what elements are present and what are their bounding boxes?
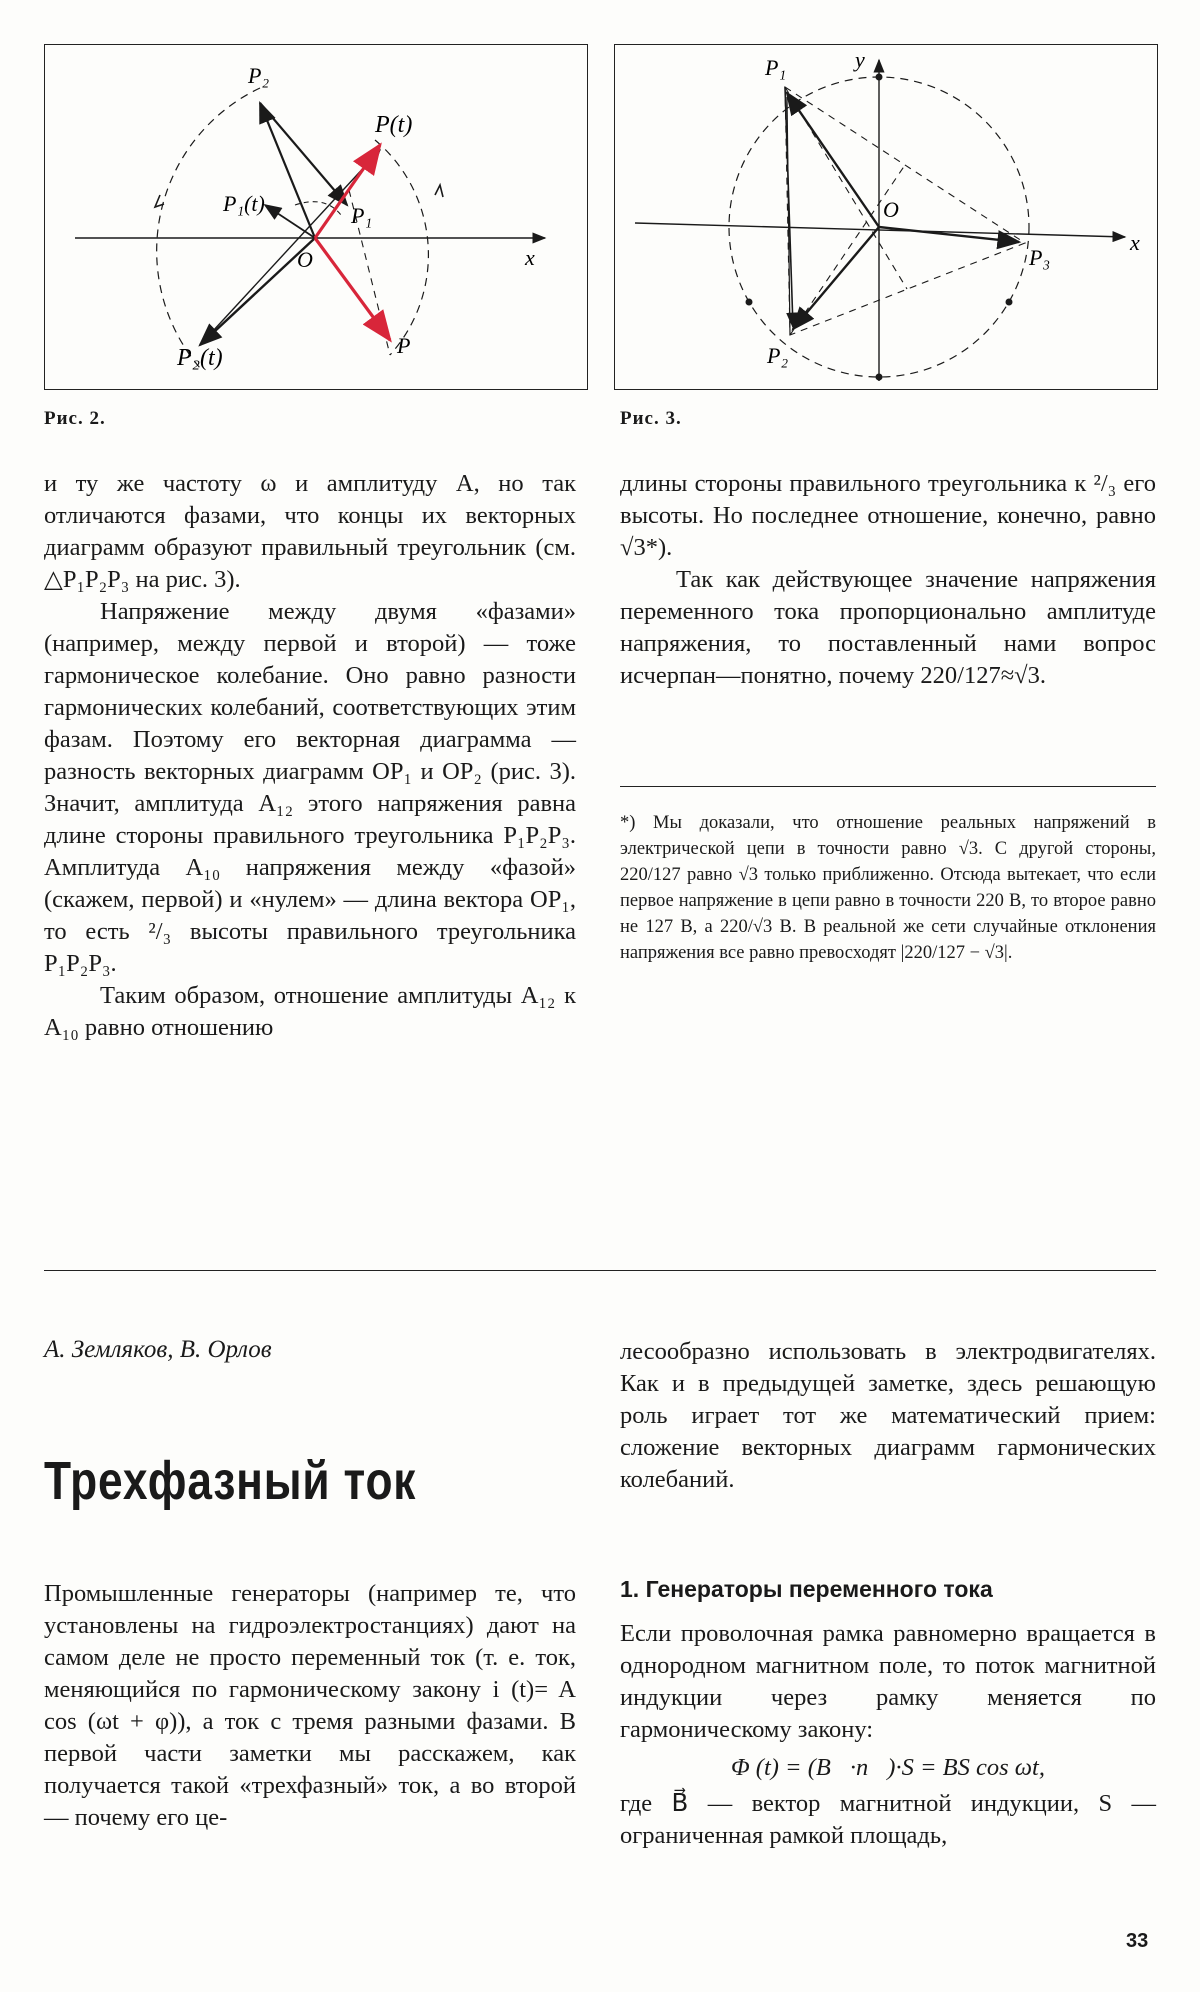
arc-arrow-left [155,195,164,207]
footnote [620,810,1156,966]
paragraph: Таким образом, отношение амплитуды A₁₂ к A₁₀ равно отношению [44,982,576,1041]
label-y: y [855,47,865,72]
vector-op3 [879,227,1019,242]
x-axis [635,223,1125,237]
figure-2-caption: Рис. 2. [44,408,106,429]
arc-arrow-right [435,185,443,197]
paragraph: Если проволочная рамка равномерно вращается в однородном магнитном поле, то поток магнитной индукции через рамку меняется по гармоническому закону: [620,1620,1156,1743]
footnote-text: *) Мы доказали, что отношение реальных напряжений в электрической цепи в точности равно √3. С другой стороны, 220/127 равно √3 только приближенно. Отсюда вытекает, что если первое напряжение в цепи равно в точности 220 В, то второе равно не 127 В, а 220/√3 В. В реальной же сети случайные отклонения напряжения все равно превосходят |220/127 − √3|. [620,813,1156,963]
label-p2t: P₂(t) [177,345,223,371]
circle-dot [876,374,883,381]
paragraph: Так как действующее значение напряжения переменного тока пропорционально амплитуде напряжения, то поставленный нами вопрос исчерпан—понятно, почему 220/127≈√3. [620,566,1156,689]
label-x: x [1130,230,1140,255]
circle-dot [746,299,753,306]
label-p1: P₁ [351,203,373,228]
label-x: x [525,245,535,270]
paragraph: Напряжение между двумя «фазами» (например, между первой и второй) — тоже гармоническое колебание. Оно равно разности гармонических колебаний, соответствующих этим фазам. Поэтому его векторная диаграмма — разность векторных диаграмм OP₁ и OP₂ (рис. 3). Значит, амплитуда A₁₂ этого напряжения равна длине стороны правильного треугольника P₁P₂P₃. Амплитуда A₁₀ напряжения между «фазой» (скажем, первой) и «нулем» — длина вектора OP₁, то есть ²/₃ высоты правильного треугольника P₁P₂P₃. [44,598,576,977]
page-number: 33 [1126,1930,1149,1952]
label-pt: P(t) [375,112,413,138]
paragraph: Промышленные генераторы (например те, что установлены на гидроэлектростанциях) дают на самом деле не просто переменный ток (т. е. ток, меняющийся по гармоническому закону i (t)= A cos (ωt + φ)), а ток с тремя разными фазами. В первой части заметки мы расскажем, как получается такой «трехфазный» ток, а во второй — почему его це- [44,1580,576,1831]
figure-2-diagram [45,45,587,389]
label-p1: P₁ [765,55,787,80]
dashed-arc-right [375,140,428,355]
vector-p2-p1 [260,103,347,205]
vector-op2 [793,227,879,329]
figure-3-diagram [615,45,1157,389]
label-o: O [883,197,899,222]
article-authors: А. Земляков, В. Орлов [44,1336,272,1363]
paragraph: лесообразно использовать в электродвигателях. Как и в предыдущей заметке, здесь решающую роль играет тот же математический прием: сложение векторных диаграмм гармонических колебаний. [620,1338,1156,1493]
section-column [620,1618,1156,1852]
label-p1t: P₁(t) [223,191,265,216]
dashed-arc-left [157,88,260,368]
label-o: O [297,247,313,272]
label-p2: P₂ [248,63,270,88]
figure-3 [614,44,1158,390]
section-title: 1. Генераторы переменного тока [620,1576,993,1602]
paragraph: и ту же частоту ω и амплитуду A, но так отличаются фазами, что концы их векторных диаграмм образуют правильный треугольник (см. △P₁P₂P₃ на рис. 3). [44,470,576,593]
figure-3-caption: Рис. 3. [620,408,682,429]
upper-left-column [44,468,576,1044]
paragraph: длины стороны правильного треугольника к ²/₃ его высоты. Но последнее отношение, конечно, равно √3*). [620,470,1156,561]
formula: Φ (t) = (B⃗·n⃗)·S = BS cos ωt, [731,1754,1045,1781]
paragraph: где B⃗ — вектор магнитной индукции, S — ограниченная рамкой площадь, [620,1790,1156,1849]
intro-left-column [44,1578,576,1834]
article-title: Трехфазный ток [44,1451,417,1511]
vector-op2 [260,103,315,238]
circle-dot [876,74,883,81]
circle-dot [1006,299,1013,306]
upper-right-column [620,468,1156,692]
vector-op-red [315,238,390,340]
label-p: P [397,333,411,358]
label-p3: P₃ [1029,245,1051,270]
footnote-rule [620,786,1156,787]
figure-2 [44,44,588,390]
label-p2: P₂ [767,343,789,368]
right-article-column [620,1336,1156,1496]
article-divider [44,1270,1156,1271]
vector-op1 [787,93,879,227]
